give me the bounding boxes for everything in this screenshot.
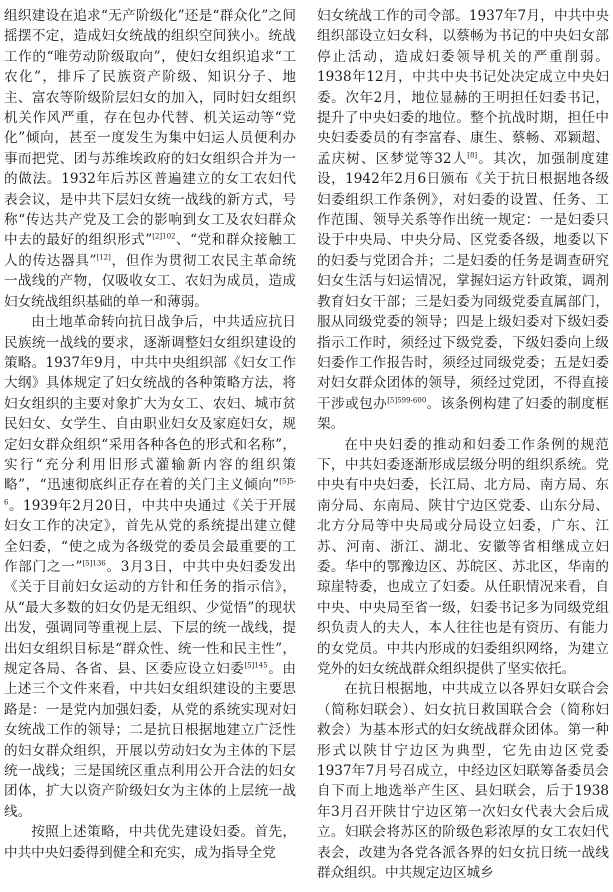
paragraph-text: ，但作为贯彻工农民主革命统一战线的产物，仅吸收女工、农妇为成员，造成妇女统战组织基础的单一和薄弱。 [4, 252, 296, 310]
body-paragraph [317, 435, 609, 680]
paragraph-text: 、“党和群众接触工人的传达器具” [4, 232, 296, 269]
body-paragraph [317, 679, 609, 883]
citation-reference: [5]145 [244, 661, 268, 670]
paragraph-text: 。该条例构建了妇委的制度框架。 [317, 395, 609, 433]
left-text-column [4, 6, 296, 890]
paragraph-text: 。3月3日，中共中央妇委发出《关于目前妇女运动的方针和任务的指示信》，从“最大多数的妇女仍是无组织、少觉悟”的现状出发，强调同等重视上层、下层的统一战线，提出妇女组织目标是“群众性、统一性和民主性”，规定各局、各省、县、区委应设立妇委 [4, 558, 296, 677]
right-text-column [317, 6, 609, 890]
citation-reference: [5]136 [82, 559, 106, 568]
paragraph-text: 按照上述策略，中共优先建设妇委。首先，中共中央妇委得到健全和充实，成为指导全党 [4, 824, 296, 861]
paragraph-text: 在中央妇委的推动和妇委工作条例的规范下，中共妇委逐渐形成层级分明的组织系统。党中央有中央妇委，长江局、北方局、南方局、东南分局、东南局、陕甘宁边区党委、山东分局、北方分局等中央局或分局设立妇委，广东、江苏、河南、浙江、湖北、安徽等省相继成立妇委。华中的鄂豫边区、苏皖区、苏北区，华南的琼崖特委，也成立了妇委。从任职情况来看，自中央、中央局至省一级，妇委书记多为同级党组织负责人的夫人，本人往往也是有资历、有能力的女党员。中共内形成的妇委组织网络，为建立党外的妇女统战群众组织提供了坚实依托。 [317, 436, 609, 677]
citation-reference: [8] [467, 151, 478, 160]
body-paragraph [4, 6, 296, 312]
paragraph-text: 妇女统战工作的司令部。1937年7月，中共中央组织部设立妇女科，以蔡畅为书记的中央妇女部停止活动，造成妇委领导机关的严重削弱。1938年12月，中共中央书记处决定成立中央妇委。次年2月，地位显赫的王明担任妇委书记，提升了中央妇委的地位。整个抗战时期，担任中央妇委委员的有李富春、康生、蔡畅、邓颖超、孟庆树、区梦觉等32人 [317, 8, 609, 167]
body-paragraph [4, 822, 296, 863]
paragraph-text: 。由上述三个文件来看，中共妇女组织建设的主要思路是：一是党内加强妇委，从党的系统实现对妇女统战工作的领导；二是抗日根据地建立广泛性的妇女群众组织，开展以劳动妇女为主体的下层统一战线；三是国统区重点利用公开合法的妇女团体，扩大以资产阶级妇女为主体的上层统一战线。 [4, 661, 296, 820]
citation-reference: [2]102 [152, 232, 176, 241]
citation-reference: [5]599-600 [387, 396, 427, 405]
paragraph-text: 在抗日根据地，中共成立以各界妇女联合会（简称妇联会）、妇女抗日救国联合会（简称妇救会）为基本形式的妇女统战群众团体。第一种形式以陕甘宁边区为典型，它先由边区党委1937年7月号召成立，中经边区妇联筹备委员会自下而上地选举产生区、县妇联会，后于1938年3月召开陕甘宁边区第一次妇女代表大会后成立。妇联会将苏区的阶级色彩浓厚的女工农妇代表会，改建为各党各派各界的妇女抗日统一战线群众组织。中共规定边区城乡 [317, 681, 609, 882]
paragraph-text: 。1939年2月20日，中共中央通过《关于开展妇女工作的决定》，首先从党的系统提出建立健全妇委，“使之成为各级党的委员会最重要的工作部门之一” [4, 497, 296, 575]
body-paragraph [4, 312, 296, 822]
paragraph-text: 。其次，加强制度建设，1942年2月6日颁布《关于抗日根据地各级妇委组织工作条例》，对妇委的设置、任务、工作范围、领导关系等作出统一规定：一是妇委只设于中央局、中央分局、区党委各级，地委以下的妇委与党团合并；二是妇委的任务是调查研究妇女生活与妇运情况，掌握妇运方针政策，调剂教育妇女干部；三是妇委为同级党委直属部门，服从同级党委的领导；四是上级妇委对下级妇委指示工作时，须经过下级党委，下级妇委向上级妇委作工作报告时，须经过同级党委；五是妇委对妇女群众团体的领导，须经过党团，不得直接干涉或包办 [317, 150, 609, 412]
body-paragraph [317, 6, 609, 435]
paragraph-text: 组织建设在追求“无产阶级化”还是“群众化”之间摇摆不定，造成妇女统战的组织空间狭小。统战工作的“唯劳动阶级取向”，使妇女组织追求“工农化”，排斥了民族资产阶级、知识分子、地主、富农等阶级阶层妇女的加入，同时妇女组织机关作风严重，存在包办代替、机关运动等“党化”倾向，甚至一度发生为集中妇运人员便利办事而把党、团与苏维埃政府的妇女组织合并为一的做法。1932年后苏区普遍建立的女工农妇代表会议，是中共下层妇女统一战线的新方式，号称“传达共产党及工会的影响到女工及农妇群众中去的最好的组织形式” [4, 8, 296, 249]
citation-reference: [5]5-6 [4, 477, 296, 507]
paragraph-text: 由土地革命转向抗日战争后，中共适应抗日民族统一战线的要求，逐渐调整妇女组织建设的策略。1937年9月，中共中央组织部《妇女工作大纲》具体规定了妇女统战的各种策略方法，将妇女组织的主要对象扩大为女工、农妇、城市贫民妇女、女学生、自由职业妇女及家庭妇女，规定妇女群众组织“采用各种各色的形式和名称”，实行“充分利用旧形式灌输新内容的组织策略”，“迅速彻底纠正存在着的关门主义倾向” [4, 314, 296, 494]
citation-reference: [12] [96, 253, 111, 262]
